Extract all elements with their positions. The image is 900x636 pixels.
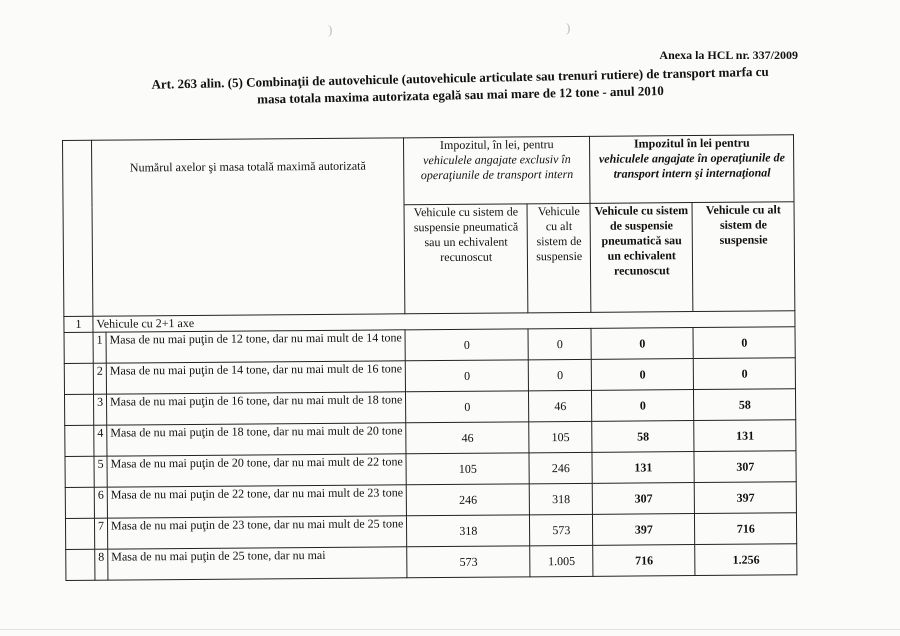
- tax-pneumatic-international: 0: [592, 390, 694, 422]
- tax-pneumatic-internal: 318: [407, 515, 530, 547]
- tax-pneumatic-internal: 0: [406, 391, 529, 423]
- scan-artifact: ): [328, 22, 333, 37]
- header-other-internal: Vehicule cu alt sistem de suspensie: [527, 203, 591, 312]
- row-number: 2: [93, 363, 106, 394]
- row-label: Masa de nu mai puţin de 12 tone, dar nu mai mult de 14 tone: [106, 330, 406, 363]
- header-pneumatic-internal: Vehicule cu sistem de suspensie pneumatică sau un echivalent recunoscut: [404, 204, 528, 314]
- tax-other-internal: 573: [530, 514, 593, 545]
- tax-other-international: 716: [695, 513, 797, 545]
- tax-pneumatic-international: 0: [591, 328, 693, 360]
- row-label: Masa de nu mai puţin de 20 tone, dar nu mai mult de 22 tone: [107, 454, 407, 487]
- row-number: 6: [94, 487, 107, 518]
- tax-other-international: 0: [693, 327, 795, 359]
- row-label: Masa de nu mai puţin de 14 tone, dar nu mai mult de 16 tone: [106, 361, 406, 394]
- tax-other-international: 397: [694, 482, 796, 514]
- page-edge: [0, 629, 900, 630]
- tax-other-international: 58: [694, 389, 796, 421]
- tax-pneumatic-international: 397: [593, 514, 695, 546]
- tax-other-internal: 246: [529, 452, 592, 483]
- tax-table: [62, 134, 798, 581]
- header-internal-line2: vehiculele angajate exclusiv în operaţiunile de transport intern: [420, 152, 574, 183]
- tax-pneumatic-international: 0: [592, 359, 694, 391]
- row-blank: [65, 425, 94, 456]
- tax-pneumatic-international: 131: [592, 452, 694, 484]
- row-number: 7: [94, 518, 107, 549]
- section-number: 1: [64, 316, 93, 332]
- row-number: 8: [95, 549, 108, 580]
- tax-pneumatic-internal: 0: [406, 360, 529, 392]
- row-label: Masa de nu mai puţin de 25 tone, dar nu mai: [108, 547, 408, 580]
- row-label: Masa de nu mai puţin de 18 tone, dar nu mai mult de 20 tone: [107, 423, 407, 456]
- header-pneumatic-international: Vehicule cu sistem de suspensie pneumatică sau un echivalent recunoscut: [590, 203, 693, 313]
- row-number: 5: [94, 456, 107, 487]
- header-row-1: [63, 135, 795, 208]
- row-label: Masa de nu mai puţin de 22 tone, dar nu mai mult de 23 tone: [107, 485, 407, 518]
- header-axles-mass: Numărul axelor şi masa totală maximă autorizată: [92, 138, 406, 316]
- tax-other-internal: 0: [529, 359, 592, 390]
- header-internal-group: [404, 136, 591, 204]
- tax-other-international: 131: [694, 420, 796, 452]
- row-blank: [64, 363, 93, 394]
- tax-other-internal: 0: [528, 328, 591, 359]
- tax-pneumatic-internal: 246: [406, 484, 529, 516]
- tax-other-international: 307: [694, 451, 796, 483]
- section-label: Vehicule cu 2+1 axe: [93, 311, 795, 333]
- row-blank: [64, 332, 93, 363]
- header-international-line1: Impozitul în lei pentru: [633, 135, 750, 151]
- document-title: Art. 263 alin. (5) Combinaţii de autovehicule (autovehicule articulate sau trenuri rutiere) de transport marfa cu masa totala maxima autorizata egală sau mai mare de 12 tone - anul 2010: [151, 63, 769, 107]
- row-blank: [66, 549, 95, 580]
- annex-reference: Anexa la HCL nr. 337/2009: [659, 48, 798, 62]
- table-row: [66, 544, 798, 581]
- tax-other-internal: 1.005: [530, 545, 593, 576]
- row-number: 3: [93, 394, 106, 425]
- row-label: Masa de nu mai puţin de 16 tone, dar nu mai mult de 18 tone: [106, 392, 406, 425]
- tax-other-international: 0: [694, 358, 796, 390]
- header-other-international: Vehicule cu alt sistem de suspensie: [692, 202, 795, 312]
- tax-pneumatic-international: 58: [592, 421, 694, 453]
- tax-pneumatic-internal: 573: [407, 546, 530, 578]
- row-number: 4: [94, 425, 107, 456]
- header-internal-line1: Impozitul, în lei, pentru: [439, 137, 554, 153]
- header-blank: [63, 140, 93, 316]
- header-international-line2: vehiculele angajate în operaţiunile de transport intern şi internaţional: [598, 150, 785, 181]
- tax-pneumatic-international: 307: [592, 483, 694, 515]
- row-blank: [65, 487, 94, 518]
- tax-pneumatic-internal: 0: [405, 329, 528, 361]
- scan-artifact: ): [566, 20, 571, 35]
- header-international-group: [590, 135, 795, 204]
- row-blank: [65, 456, 94, 487]
- row-number: 1: [93, 332, 106, 363]
- tax-pneumatic-international: 716: [593, 545, 695, 577]
- row-blank: [65, 518, 94, 549]
- tax-pneumatic-internal: 46: [406, 422, 529, 454]
- row-blank: [64, 394, 93, 425]
- tax-other-international: 1.256: [695, 544, 797, 576]
- row-label: Masa de nu mai puţin de 23 tone, dar nu mai mult de 25 tone: [107, 516, 407, 549]
- tax-other-internal: 46: [529, 390, 592, 421]
- tax-pneumatic-internal: 105: [406, 453, 529, 485]
- tax-other-internal: 318: [529, 483, 592, 514]
- tax-other-internal: 105: [529, 421, 592, 452]
